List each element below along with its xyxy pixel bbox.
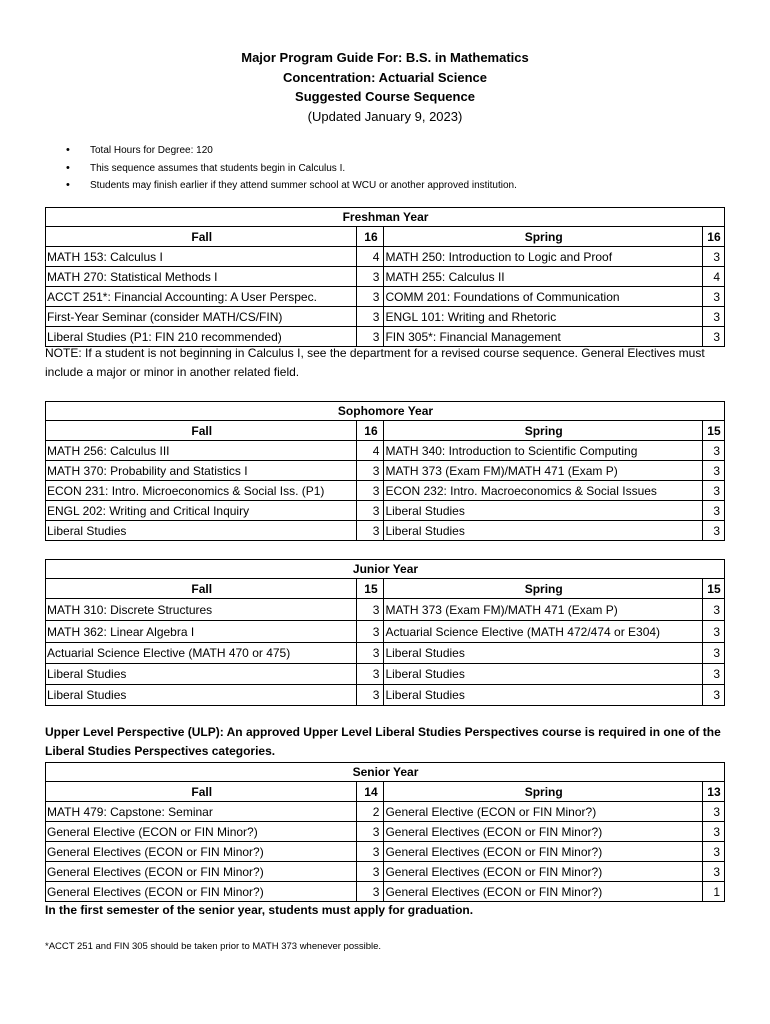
spring-hours-total: 15	[702, 579, 724, 599]
year-heading: Sophomore Year	[46, 402, 725, 421]
fall-course-hours: 2	[357, 802, 384, 822]
spring-header: Spring	[384, 579, 702, 599]
freshman-note: NOTE: If a student is not beginning in Calculus I, see the department for a revised course sequence. General Electives must include a major or minor in another related field.	[45, 346, 705, 379]
spring-header: Spring	[384, 421, 702, 441]
spring-course: Actuarial Science Elective (MATH 472/474 or E304)	[384, 621, 702, 643]
year-heading: Junior Year	[46, 560, 725, 579]
fall-course: General Elective (ECON or FIN Minor?)	[46, 822, 357, 842]
fall-course: ACCT 251*: Financial Accounting: A User Perspec.	[46, 287, 357, 307]
fall-course: General Electives (ECON or FIN Minor?)	[46, 862, 357, 882]
fall-hours-total: 14	[357, 782, 384, 802]
fall-course-hours: 3	[357, 521, 384, 541]
fall-course-hours: 3	[357, 327, 384, 347]
degree-info-list	[64, 142, 517, 195]
spring-course: MATH 373 (Exam FM)/MATH 471 (Exam P)	[384, 599, 702, 621]
year-heading: Senior Year	[46, 763, 725, 782]
spring-course: Liberal Studies	[384, 664, 702, 685]
fall-course-hours: 3	[357, 501, 384, 521]
fall-hours-total: 16	[357, 227, 384, 247]
fall-course-hours: 3	[357, 685, 384, 706]
fall-course: ECON 231: Intro. Microeconomics & Social Iss. (P1)	[46, 481, 357, 501]
table-row	[46, 621, 725, 643]
table-row	[46, 441, 725, 461]
spring-course: ENGL 101: Writing and Rhetoric	[384, 307, 702, 327]
sophomore-year-table	[45, 401, 725, 541]
bullet-summer-school: • Students may finish earlier if they attend summer school at WCU or another approved institution.	[64, 177, 517, 195]
table-row	[46, 501, 725, 521]
spring-course: General Electives (ECON or FIN Minor?)	[384, 822, 702, 842]
spring-hours-total: 16	[702, 227, 724, 247]
table-row	[46, 664, 725, 685]
spring-course-hours: 1	[702, 882, 724, 902]
spring-course: General Electives (ECON or FIN Minor?)	[384, 882, 702, 902]
fall-course: MATH 256: Calculus III	[46, 441, 357, 461]
spring-course: MATH 255: Calculus II	[384, 267, 702, 287]
table-row	[46, 267, 725, 287]
fall-course: General Electives (ECON or FIN Minor?)	[46, 882, 357, 902]
spring-course: Liberal Studies	[384, 685, 702, 706]
fall-header: Fall	[46, 227, 357, 247]
updated-date: (Updated January 9, 2023)	[307, 108, 463, 124]
spring-course: MATH 340: Introduction to Scientific Computing	[384, 441, 702, 461]
spring-course-hours: 3	[702, 621, 724, 643]
fall-course-hours: 4	[357, 247, 384, 267]
fall-course: Liberal Studies	[46, 664, 357, 685]
fall-course: MATH 370: Probability and Statistics I	[46, 461, 357, 481]
bullet-icon: •	[66, 179, 70, 191]
spring-course-hours: 3	[702, 287, 724, 307]
fall-hours-total: 15	[357, 579, 384, 599]
spring-course-hours: 3	[702, 862, 724, 882]
spring-course-hours: 4	[702, 267, 724, 287]
fall-hours-total: 16	[357, 421, 384, 441]
fall-course-hours: 3	[357, 862, 384, 882]
table-row	[46, 822, 725, 842]
fall-course: MATH 362: Linear Algebra I	[46, 621, 357, 643]
spring-course-hours: 3	[702, 599, 724, 621]
spring-course-hours: 3	[702, 521, 724, 541]
table-row	[46, 685, 725, 706]
spring-header: Spring	[384, 227, 702, 247]
fall-course-hours: 3	[357, 842, 384, 862]
program-title: Major Program Guide For: B.S. in Mathematics	[241, 50, 529, 65]
fall-course-hours: 3	[357, 267, 384, 287]
fall-header: Fall	[46, 579, 357, 599]
spring-hours-total: 13	[702, 782, 724, 802]
spring-course-hours: 3	[702, 842, 724, 862]
bullet-icon: •	[66, 144, 70, 156]
table-row	[46, 599, 725, 621]
table-row	[46, 287, 725, 307]
table-row	[46, 882, 725, 902]
spring-course: FIN 305*: Financial Management	[384, 327, 702, 347]
table-row	[46, 461, 725, 481]
fall-course-hours: 3	[357, 481, 384, 501]
fall-course: Liberal Studies	[46, 521, 357, 541]
spring-course: Liberal Studies	[384, 521, 702, 541]
fall-course: MATH 270: Statistical Methods I	[46, 267, 357, 287]
fall-course-hours: 3	[357, 822, 384, 842]
fall-course-hours: 3	[357, 307, 384, 327]
table-row	[46, 862, 725, 882]
fall-header: Fall	[46, 421, 357, 441]
spring-course-hours: 3	[702, 327, 724, 347]
table-row	[46, 521, 725, 541]
spring-course-hours: 3	[702, 307, 724, 327]
ulp-note: Upper Level Perspective (ULP): An approved Upper Level Liberal Studies Perspectives course is required in one of the Liberal Studies Perspectives categories.	[45, 725, 721, 758]
fall-course: Actuarial Science Elective (MATH 470 or 475)	[46, 643, 357, 664]
fall-course: ENGL 202: Writing and Critical Inquiry	[46, 501, 357, 521]
fall-course: MATH 479: Capstone: Seminar	[46, 802, 357, 822]
spring-course: ECON 232: Intro. Macroeconomics & Social Issues	[384, 481, 702, 501]
table-row	[46, 481, 725, 501]
spring-course-hours: 3	[702, 685, 724, 706]
graduation-note: In the first semester of the senior year, students must apply for graduation.	[45, 903, 474, 917]
fall-course: MATH 310: Discrete Structures	[46, 599, 357, 621]
table-row	[46, 247, 725, 267]
spring-course-hours: 3	[702, 461, 724, 481]
spring-course: General Elective (ECON or FIN Minor?)	[384, 802, 702, 822]
spring-course: MATH 373 (Exam FM)/MATH 471 (Exam P)	[384, 461, 702, 481]
spring-course: Liberal Studies	[384, 643, 702, 664]
spring-course: General Electives (ECON or FIN Minor?)	[384, 862, 702, 882]
fall-course: First-Year Seminar (consider MATH/CS/FIN)	[46, 307, 357, 327]
year-heading: Freshman Year	[46, 208, 725, 227]
fall-course-hours: 3	[357, 287, 384, 307]
table-row	[46, 802, 725, 822]
page-title	[0, 48, 770, 126]
table-row	[46, 307, 725, 327]
spring-course: General Electives (ECON or FIN Minor?)	[384, 842, 702, 862]
senior-year-table	[45, 762, 725, 902]
spring-course: COMM 201: Foundations of Communication	[384, 287, 702, 307]
fall-course: Liberal Studies	[46, 685, 357, 706]
fall-course-hours: 3	[357, 461, 384, 481]
spring-course-hours: 3	[702, 643, 724, 664]
spring-hours-total: 15	[702, 421, 724, 441]
fall-course-hours: 3	[357, 882, 384, 902]
spring-course: Liberal Studies	[384, 501, 702, 521]
sequence-title: Suggested Course Sequence	[295, 89, 475, 104]
spring-course-hours: 3	[702, 802, 724, 822]
fall-course-hours: 3	[357, 621, 384, 643]
spring-course-hours: 3	[702, 822, 724, 842]
spring-course-hours: 3	[702, 481, 724, 501]
spring-header: Spring	[384, 782, 702, 802]
fall-course-hours: 3	[357, 664, 384, 685]
concentration-title: Concentration: Actuarial Science	[283, 69, 487, 85]
fall-course: General Electives (ECON or FIN Minor?)	[46, 842, 357, 862]
footnote: *ACCT 251 and FIN 305 should be taken prior to MATH 373 whenever possible.	[45, 941, 382, 952]
fall-header: Fall	[46, 782, 357, 802]
spring-course-hours: 3	[702, 664, 724, 685]
fall-course-hours: 4	[357, 441, 384, 461]
spring-course-hours: 3	[702, 501, 724, 521]
fall-course-hours: 3	[357, 643, 384, 664]
table-row	[46, 643, 725, 664]
spring-course-hours: 3	[702, 441, 724, 461]
bullet-total-hours: • Total Hours for Degree: 120	[64, 142, 517, 160]
spring-course: MATH 250: Introduction to Logic and Proof	[384, 247, 702, 267]
bullet-calculus: • This sequence assumes that students begin in Calculus I.	[64, 160, 517, 178]
freshman-year-table	[45, 207, 725, 347]
bullet-icon: •	[66, 161, 70, 174]
spring-course-hours: 3	[702, 247, 724, 267]
junior-year-table	[45, 559, 725, 706]
fall-course: Liberal Studies (P1: FIN 210 recommended)	[46, 327, 357, 347]
fall-course: MATH 153: Calculus I	[46, 247, 357, 267]
table-row	[46, 842, 725, 862]
fall-course-hours: 3	[357, 599, 384, 621]
